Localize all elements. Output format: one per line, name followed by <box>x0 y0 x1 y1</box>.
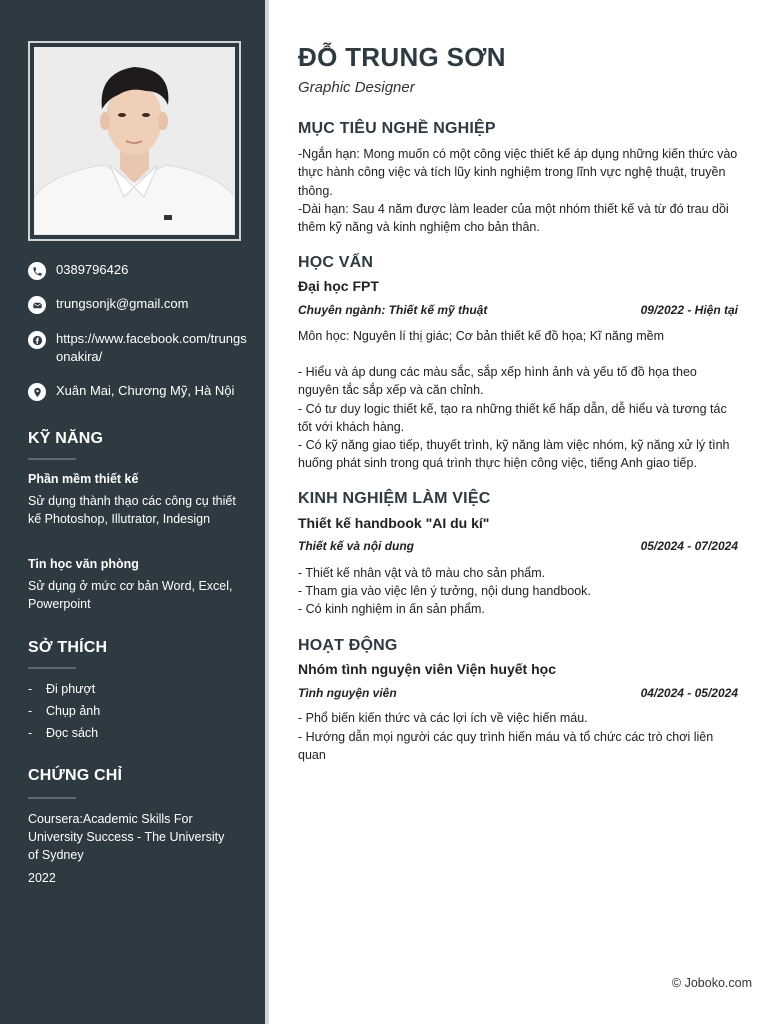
certificate-year: 2022 <box>28 871 56 885</box>
experience-title: KINH NGHIỆM LÀM VIỆC <box>298 490 491 507</box>
location-pin-icon <box>28 383 46 401</box>
facebook-icon <box>28 331 46 349</box>
education-school: Đại học FPT <box>298 278 379 294</box>
hobby-label: Đi phượt <box>46 682 96 696</box>
activities-point: - Hướng dẫn mọi người các quy trình hiến máu và tổ chức các trò chơi liên quan <box>298 730 714 763</box>
skill-name: Phần mềm thiết kế <box>28 472 139 486</box>
contact-address <box>28 382 248 401</box>
education-subjects: Môn học: Nguyên lí thị giác; Cơ bản thiết kế đồ họa; Kĩ năng mềm <box>298 329 665 343</box>
activities-date: 04/2024 - 05/2024 <box>640 686 738 700</box>
facebook-link[interactable]: https://www.facebook.com/trungsonakira/ <box>56 331 247 364</box>
skills-title: KỸ NĂNG <box>28 430 104 447</box>
skill-name: Tin học văn phòng <box>28 557 139 571</box>
activities-point: - Phổ biến kiến thức và các lợi ích về việc hiến máu. <box>298 711 588 725</box>
education-meta <box>298 303 738 317</box>
address-text: Xuân Mai, Chương Mỹ, Hà Nội <box>56 383 235 398</box>
skill-desc: Sử dụng thành thạo các công cụ thiết kế Photoshop, Illutrator, Indesign <box>28 494 236 526</box>
experience-point: - Tham gia vào việc lên ý tưởng, nội dung handbook. <box>298 584 591 598</box>
hobbies-title: SỞ THÍCH <box>28 639 108 656</box>
activities-org: Nhóm tình nguyện viên Viện huyết học <box>298 661 556 677</box>
contact-email[interactable] <box>28 295 248 314</box>
footer-credit[interactable]: © Joboko.com <box>671 976 752 990</box>
experience-point: - Thiết kế nhân vật và tô màu cho sản phẩm. <box>298 566 546 580</box>
candidate-role: Graphic Designer <box>298 79 415 96</box>
contact-phone[interactable] <box>28 261 248 280</box>
education-point: - Hiểu và áp dung các màu sắc, sắp xếp hình ảnh và yếu tố đồ họa theo nguyên tắc sắp xếp và căn chỉnh. <box>298 365 697 398</box>
experience-date: 05/2024 - 07/2024 <box>640 539 738 553</box>
sidebar-divider <box>265 0 269 1024</box>
hobby-item: - Chụp ảnh <box>28 704 101 718</box>
hobby-label: Đọc sách <box>46 726 99 740</box>
education-title: HỌC VẤN <box>298 254 374 271</box>
certificates-title: CHỨNG CHỈ <box>28 767 123 784</box>
portrait-illustration <box>34 47 235 235</box>
hobby-label: Chụp ảnh <box>46 704 101 718</box>
objective-short: -Ngắn hạn: Mong muốn có một công việc thiết kế áp dụng những kiến thức vào thực hành công việc và tích lũy kinh nghiệm trong lĩnh vực nghệ thuật, truyền thông. <box>298 147 738 198</box>
profile-photo-frame <box>28 41 241 241</box>
candidate-name: ĐỖ TRUNG SƠN <box>298 42 506 72</box>
profile-photo <box>34 47 235 235</box>
hobby-item: - Đọc sách <box>28 726 99 740</box>
email-text: trungsonjk@gmail.com <box>56 296 189 311</box>
certificate-name: Coursera:Academic Skills For University Success - The University of Sydney <box>28 812 225 862</box>
experience-position: Thiết kế và nội dung <box>298 539 415 553</box>
education-major: Chuyên ngành: Thiết kế mỹ thuật <box>298 303 488 317</box>
contact-facebook[interactable] <box>28 330 248 366</box>
experience-point: - Có kinh nghiệm in ấn sản phẩm. <box>298 602 485 616</box>
experience-project: Thiết kế handbook "AI du kí" <box>298 515 490 531</box>
objective-title: MỤC TIÊU NGHỀ NGHIỆP <box>298 120 496 137</box>
hobbies-rule <box>28 667 76 669</box>
activities-title: HOẠT ĐỘNG <box>298 637 398 654</box>
objective-long: -Dài hạn: Sau 4 năm được làm leader của một nhóm thiết kế và từ đó trau dồi thêm kỹ năng và kinh nghiệm cho bản thân. <box>298 202 729 235</box>
activities-meta <box>298 686 738 700</box>
education-point: - Có kỹ năng giao tiếp, thuyết trình, kỹ năng làm việc nhóm, kỹ năng xử lý tình huống phát sinh trong quá trình thực hiện công việc, tiếng Anh giao tiếp. <box>298 438 730 471</box>
skill-desc: Sử dụng ở mức cơ bản Word, Excel, Powerpoint <box>28 579 233 611</box>
certificates-rule <box>28 797 76 799</box>
experience-meta <box>298 539 738 553</box>
education-date: 09/2022 - Hiện tại <box>640 303 738 317</box>
phone-icon <box>28 262 46 280</box>
email-icon <box>28 296 46 314</box>
phone-text: 0389796426 <box>56 262 129 277</box>
hobby-item: - Đi phượt <box>28 682 96 696</box>
education-point: - Có tư duy logic thiết kế, tạo ra những thiết kế hấp dẫn, dễ hiểu và tương tác tốt với khách hàng. <box>298 402 727 435</box>
skills-rule <box>28 458 76 460</box>
activities-position: Tình nguyện viên <box>298 686 397 700</box>
